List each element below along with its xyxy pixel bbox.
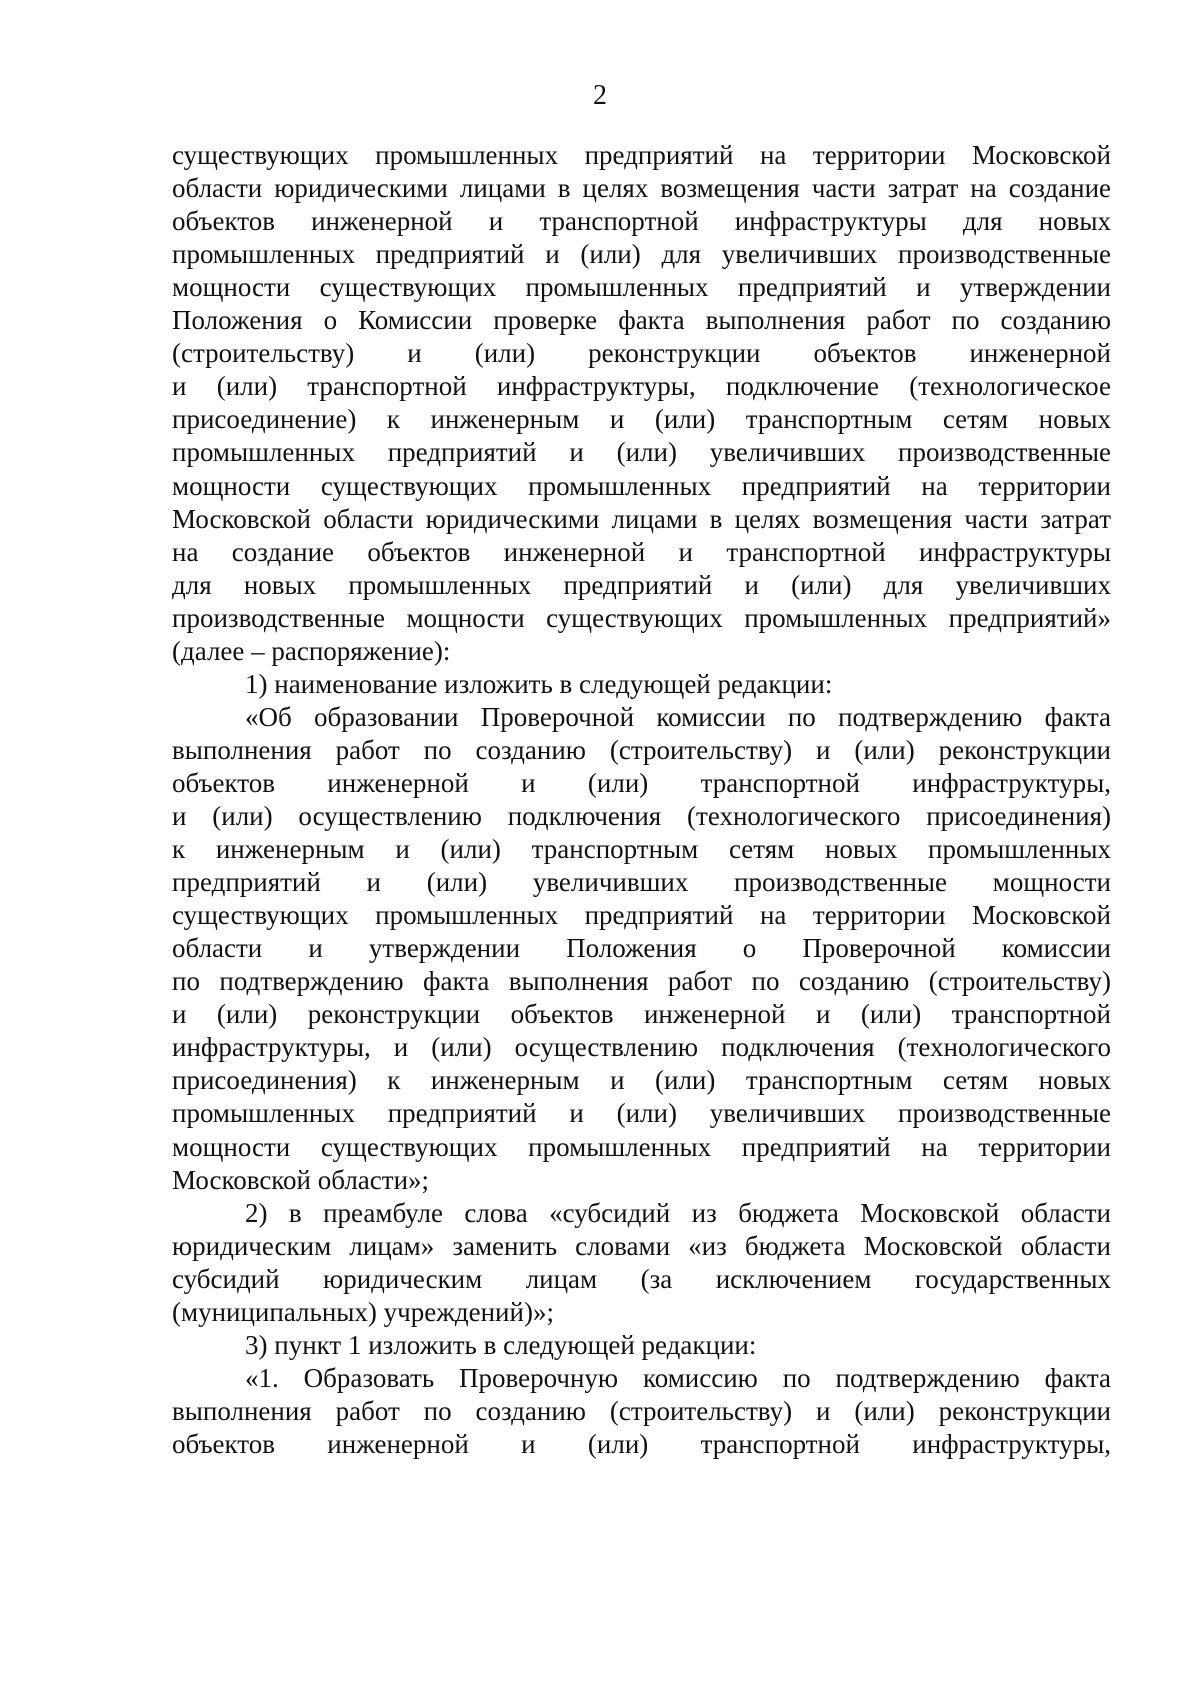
text-line: Московской области юридическими лицами в целях возмещения части затрат [172,504,1111,534]
text-line: присоединение) к инженерным и (или) транспортным сетям новых [172,404,1111,434]
text-line: присоединения) к инженерным и (или) транспортным сетям новых [172,1065,1111,1095]
text-line: «1. Образовать Проверочную комиссию по подтверждению факта [245,1363,1111,1393]
text-line: инфраструктуры, и (или) осуществлению подключения (технологического [172,1032,1111,1062]
text-line: для новых промышленных предприятий и (или) для увеличивших [172,570,1111,600]
text-line: (муниципальных) учреждений)»; [172,1297,554,1327]
text-line: мощности существующих промышленных предприятий на территории [172,1132,1111,1162]
text-line: 1) наименование изложить в следующей редакции: [245,669,833,699]
text-line: существующих промышленных предприятий на территории Московской [172,140,1111,170]
text-line: промышленных предприятий и (или) для увеличивших производственные [172,239,1111,269]
text-line: (далее – распоряжение): [172,636,451,666]
text-line: к инженерным и (или) транспортным сетям новых промышленных [172,834,1111,864]
text-line: промышленных предприятий и (или) увеличивших производственные [172,1098,1111,1128]
text-line: производственные мощности существующих промышленных предприятий» [172,603,1111,633]
text-line: «Об образовании Проверочной комиссии по подтверждению факта [245,702,1111,732]
text-line: выполнения работ по созданию (строительству) и (или) реконструкции [172,1396,1111,1426]
text-line: Положения о Комиссии проверке факта выполнения работ по созданию [172,305,1111,335]
text-line: мощности существующих промышленных предприятий на территории [172,471,1111,501]
text-line: Московской области»; [172,1165,430,1195]
text-line: промышленных предприятий и (или) увеличивших производственные [172,437,1111,467]
text-line: и (или) транспортной инфраструктуры, подключение (технологическое [172,371,1111,401]
text-line: объектов инженерной и (или) транспортной инфраструктуры, [172,768,1111,798]
text-line: объектов инженерной и транспортной инфраструктуры для новых [172,206,1111,236]
text-line: области и утверждении Положения о Проверочной комиссии [172,933,1111,963]
text-line: на создание объектов инженерной и транспортной инфраструктуры [172,537,1111,567]
text-line: области юридическими лицами в целях возмещения части затрат на создание [172,173,1111,203]
text-line: субсидий юридическим лицам (за исключением государственных [172,1264,1111,1294]
text-line: выполнения работ по созданию (строительству) и (или) реконструкции [172,735,1111,765]
text-line: и (или) осуществлению подключения (технологического присоединения) [172,801,1111,831]
text-line: существующих промышленных предприятий на территории Московской [172,900,1111,930]
text-line: объектов инженерной и (или) транспортной инфраструктуры, [172,1429,1111,1459]
text-line: по подтверждению факта выполнения работ по созданию (строительству) [172,966,1111,996]
text-line: предприятий и (или) увеличивших производственные мощности [172,867,1111,897]
text-line: 3) пункт 1 изложить в следующей редакции: [245,1330,757,1360]
text-line: и (или) реконструкции объектов инженерной и (или) транспортной [172,999,1111,1029]
page-number: 2 [593,80,607,111]
text-line: юридическим лицам» заменить словами «из бюджета Московской области [172,1231,1111,1261]
text-line: 2) в преамбуле слова «субсидий из бюджета Московской области [245,1198,1111,1228]
text-line: (строительству) и (или) реконструкции объектов инженерной [172,338,1111,368]
text-line: мощности существующих промышленных предприятий и утверждении [172,272,1111,302]
